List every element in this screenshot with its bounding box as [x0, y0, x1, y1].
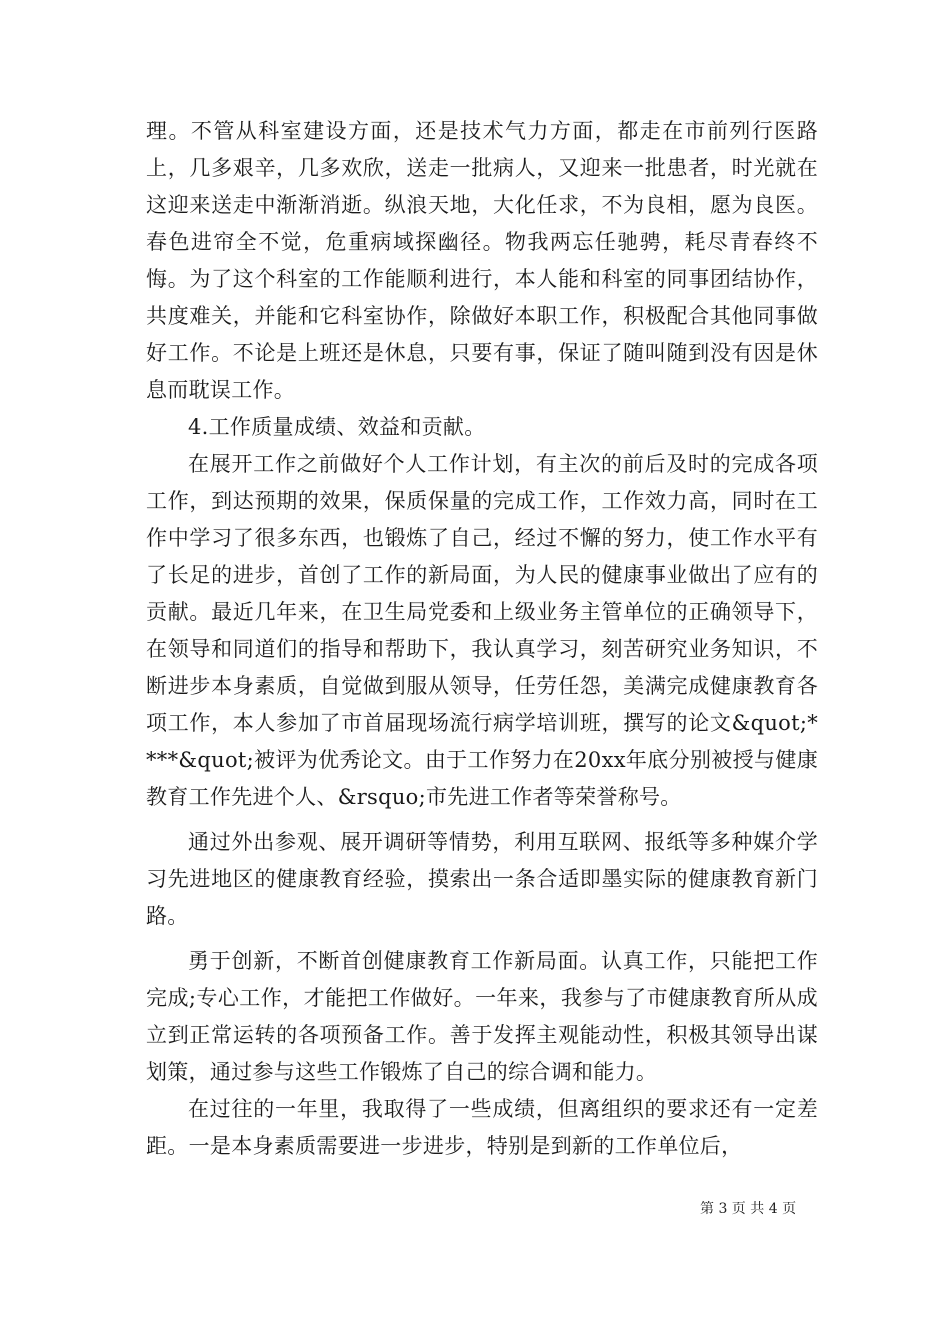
- document-body: [146, 113, 818, 1165]
- paragraph-6: 在过往的一年里，我取得了一些成绩，但离组织的要求还有一定差距。一是本身素质需要进一步进步，特别是到新的工作单位后，: [146, 1097, 818, 1158]
- paragraph-section-heading: 4.工作质量成绩、效益和贡献。: [188, 415, 486, 439]
- paragraph-4: 通过外出参观、展开调研等情势，利用互联网、报纸等多种媒介学习先进地区的健康教育经验，摸索出一条合适即墨实际的健康教育新门路。: [146, 830, 818, 928]
- paragraph-1: 理。不管从科室建设方面，还是技术气力方面，都走在市前列行医路上，几多艰辛，几多欢欣，送走一批病人，又迎来一批患者，时光就在这迎来送走中渐渐消逝。纵浪天地，大化任求，不为良相，愿为良医。春色进帘全不觉，危重病域探幽径。物我两忘任驰骋，耗尽青春终不悔。为了这个科室的工作能顺利进行，本人能和科室的同事团结协作，共度难关，并能和它科室协作，除做好本职工作，积极配合其他同事做好工作。不论是上班还是休息，只要有事，保证了随叫随到没有因是休息而耽误工作。: [146, 119, 818, 402]
- page-number-footer: 第 3 页 共 4 页: [700, 1201, 797, 1217]
- paragraph-3: 在展开工作之前做好个人工作计划，有主次的前后及时的完成各项工作，到达预期的效果，保质保量的完成工作，工作效力高，同时在工作中学习了很多东西，也锻炼了自己，经过不懈的努力，使工作水平有了长足的进步，首创了工作的新局面，为人民的健康事业做出了应有的贡献。最近几年来，在卫生局党委和上级业务主管单位的正确领导下，在领导和同道们的指导和帮助下，我认真学习，刻苦研究业务知识，不断进步本身素质，自觉做到服从领导，任劳任怨，美满完成健康教育各项工作，本人参加了市首届现场流行病学培训班，撰写的论文&quot;****&quot;被评为优秀论文。由于工作努力在20xx年底分别被授与健康教育工作先进个人、&rsquo;市先进工作者等荣誉称号。: [146, 452, 818, 809]
- paragraph-5: 勇于创新，不断首创健康教育工作新局面。认真工作，只能把工作完成;专心工作，才能把工作做好。一年来，我参与了市健康教育所从成立到正常运转的各项预备工作。善于发挥主观能动性，积极其领导出谋划策，通过参与这些工作锻炼了自己的综合调和能力。: [146, 949, 818, 1084]
